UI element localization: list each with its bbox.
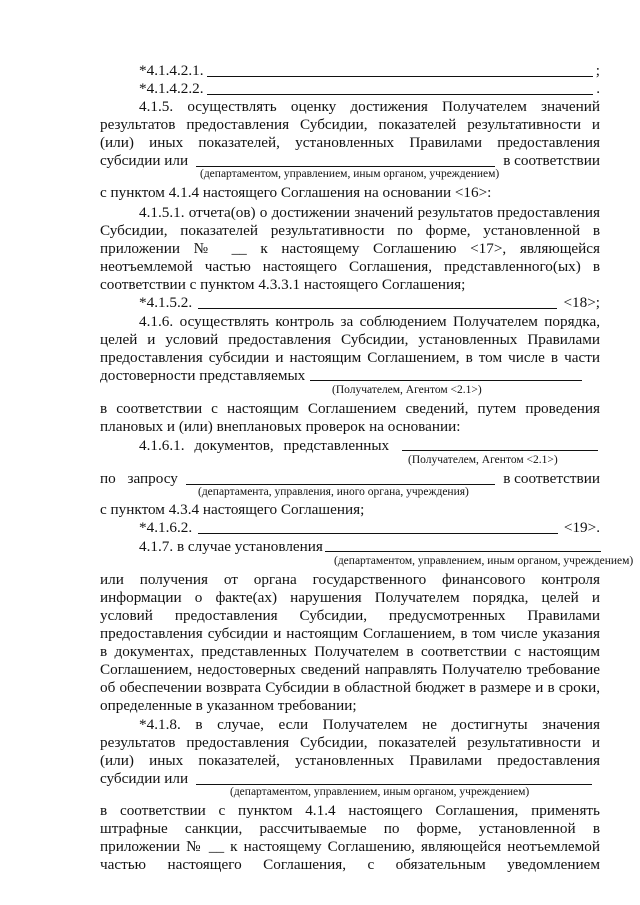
blank-line: [402, 450, 598, 451]
field-caption: (департаментом, управлением, иным органом, учреждением): [230, 786, 530, 798]
text-line: или получения от органа государственного финансового контроля: [100, 571, 600, 588]
clause-4-1-5-2: *4.1.5.2. <18>;: [139, 294, 600, 311]
text-line: в соответствии с пунктом 4.1.4 настоящего Соглашения, применять: [100, 802, 600, 819]
clause-4-1-4-2-1: *4.1.4.2.1. ;: [139, 62, 600, 79]
text-line: (или) иных показателей, установленных Правилами предоставления: [100, 134, 600, 151]
clause-4-1-6-2: *4.1.6.2. <19>.: [139, 519, 600, 536]
text-line: условий предоставления Субсидии, предусмотренных Правилами: [100, 607, 600, 624]
blank-line: [198, 308, 557, 309]
blank-line: [196, 166, 495, 167]
blank-line: [196, 784, 592, 785]
text-line: Субсидии, показателей результативности по форме, установленной в: [100, 222, 600, 239]
blank-line: [325, 551, 601, 552]
blank-line: [198, 533, 558, 534]
clause-4-1-6: 4.1.6. осуществлять контроль за соблюдением Получателем порядка,: [139, 313, 600, 330]
field-caption: (Получателем, Агентом <2.1>): [332, 384, 482, 396]
text-line: с пунктом 4.3.4 настоящего Соглашения;: [100, 501, 365, 518]
text-line: об обеспечении возврата Субсидии в областной бюджет в размере и в сроки,: [100, 679, 600, 696]
blank-line: [207, 94, 594, 95]
text-line: штрафные санкции, рассчитываемые по форме, установленной в: [100, 820, 600, 837]
field-caption: (департаментом, управлением, иным органом, учреждением): [334, 555, 634, 567]
field-caption: (департаментом, управлением, иным органом, учреждением): [200, 168, 500, 180]
text-line: предоставления субсидии и настоящим Соглашением, в том числе указания: [100, 625, 600, 642]
text-line: приложении № __ к настоящему Соглашению <17>, являющейся: [100, 240, 600, 257]
blank-line: [207, 76, 593, 77]
text-line-with-blank: субсидии или: [100, 770, 600, 788]
blank-line: [186, 484, 495, 485]
clause-4-1-5: 4.1.5. осуществлять оценку достижения Получателем значений: [139, 98, 600, 115]
clause-4-1-7: 4.1.7. в случае установления: [139, 538, 323, 555]
text-line-with-blank: субсидии или в соответствии: [100, 152, 600, 169]
text-line: соответствии с пунктом 4.3.3.1 настоящего Соглашения;: [100, 276, 466, 293]
text-line: достоверности представляемых: [100, 367, 306, 384]
text-line: целей и условий предоставления Субсидии, установленных Правилами: [100, 331, 600, 348]
text-line: результатов предоставления Субсидии, показателей результативности и: [100, 116, 600, 133]
text-line: Соглашением, недостоверных сведений направлять Получателю требование: [100, 661, 600, 678]
clause-4-1-6-1: 4.1.6.1. документов, представленных: [139, 437, 390, 454]
text-line: неотъемлемой частью настоящего Соглашения, представленного(ых) в: [100, 258, 600, 275]
blank-line: [310, 380, 582, 381]
field-caption: (департамента, управления, иного органа, учреждения): [198, 486, 469, 498]
text-line: информации о факте(ах) нарушения Получателем порядка, целей и: [100, 589, 600, 606]
text-line: в документах, представленных Получателем в соответствии с настоящим: [100, 643, 600, 660]
text-line: определенные в указанном требовании;: [100, 697, 357, 714]
text-line: предоставления субсидии и настоящим Соглашением, в том числе в части: [100, 349, 600, 366]
clause-4-1-4-2-2: *4.1.4.2.2. .: [139, 80, 600, 97]
text-line: (или) иных показателей, установленных Правилами предоставления: [100, 752, 600, 769]
field-caption: (Получателем, Агентом <2.1>): [408, 454, 558, 466]
text-line: с пунктом 4.1.4 настоящего Соглашения на основании <16>:: [100, 184, 492, 201]
text-line: частью настоящего Соглашения, с обязательным уведомлением: [100, 856, 600, 873]
text-line: приложении № __ к настоящему Соглашению, являющейся неотъемлемой: [100, 838, 600, 855]
text-line: результатов предоставления Субсидии, показателей результативности и: [100, 734, 600, 751]
text-line: плановых и (или) внеплановых проверок на основании:: [100, 418, 461, 435]
clause-4-1-8: *4.1.8. в случае, если Получателем не достигнуты значения: [139, 716, 600, 733]
text-line: в соответствии с настоящим Соглашением сведений, путем проведения: [100, 400, 600, 417]
text-line-with-blank: по запросу в соответствии: [100, 470, 600, 487]
clause-4-1-5-1: 4.1.5.1. отчета(ов) о достижении значений результатов предоставления: [139, 204, 600, 221]
